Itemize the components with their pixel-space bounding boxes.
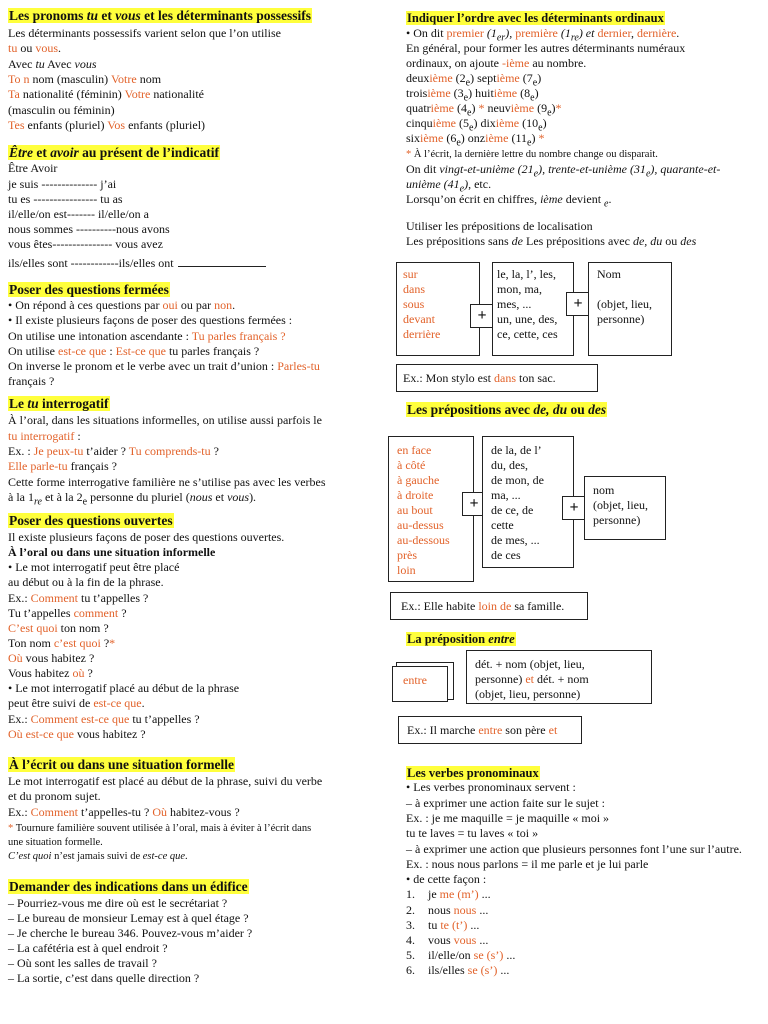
text-line: Avec tu Avec vous <box>8 57 97 71</box>
determinant: de mon, de <box>491 473 544 487</box>
spacer <box>597 282 671 297</box>
text-line: Cette forme interrogative familière ne s’utilise pas avec les verbes <box>8 475 326 489</box>
noun-box <box>588 262 672 356</box>
footnote: C’est quoi n’est jamais suivi de est-ce que. <box>8 851 188 862</box>
preposition: au-dessous <box>397 533 450 547</box>
text-line: – Je cherche le bureau 346. Pouvez-vous m’aider ? <box>8 926 253 940</box>
heading-questions-ouvertes: Poser des questions ouvertes <box>9 513 173 528</box>
text-line: On dit vingt-et-unième $(21_e)$, trente-et-unième $(31_e)$, quarante-et- <box>406 162 721 180</box>
ordinal-line: quatrième $(4_e)$ * neuvième $(9_e)*$ <box>406 101 562 119</box>
heading-entre: La préposition entre <box>407 632 515 646</box>
text-line: C’est quoi ton nom ? <box>8 621 109 635</box>
text-line: – Où sont les salles de travail ? <box>8 956 157 970</box>
ordinal-line: troisième $(3_e)$ huitième $(8_e)$ <box>406 86 539 104</box>
heading-prepositions-de: Les prépositions avec de, du ou des <box>407 402 607 417</box>
text-line: • Le mot interrogatif peut être placé <box>8 560 180 574</box>
preposition: à droite <box>397 488 434 502</box>
preposition: au bout <box>397 503 433 517</box>
heading-indications: Demander des indications dans un édifice <box>9 879 248 894</box>
text-line: ordinaux, on ajoute -ième au nombre. <box>406 56 587 70</box>
text-line: – La cafétéria est à quel endroit ? <box>8 941 168 955</box>
text-line: • On répond à ces questions par oui ou par non. <box>8 298 236 312</box>
text-line: à la $1_{re}$ et à la $2_e$ personne du pluriel (nous et vous). <box>8 490 257 508</box>
conjugation-line: tu es ---------------- tu as <box>8 192 123 206</box>
ordinal-line: sixième $(6_e)$ onzième $(11_e)$ * <box>406 131 545 149</box>
noun-label: personne) <box>593 513 641 527</box>
conjugation-line: je suis -------------- j’ai <box>8 177 117 191</box>
text-line: Ex. : Je peux-tu t’aider ? Tu comprends-tu ? <box>8 444 219 458</box>
heading-questions-fermees: Poser des questions fermées <box>9 282 169 297</box>
plus-sign: + <box>462 492 486 516</box>
text-line: • Les verbes pronominaux servent : <box>406 780 576 794</box>
conjugation-line: ils/elles sont ------------ils/elles ont <box>8 256 266 271</box>
preposition: derrière <box>403 327 441 341</box>
heading-ordinaux: Indiquer l’ordre avec les déterminants ordinaux <box>407 11 664 25</box>
heading-ecrit-formelle: À l’écrit ou dans une situation formelle <box>9 757 234 772</box>
text-line: • Il existe plusieurs façons de poser des questions fermées : <box>8 313 293 327</box>
heading-tu-interrogatif: Le tu interrogatif <box>9 396 109 411</box>
text-line: To n nom (masculin) Votre nom <box>8 72 162 86</box>
determinants-de-box <box>482 436 574 568</box>
entre-usage-box <box>466 650 652 704</box>
footnote: * À l’écrit, la dernière lettre du nombre change ou disparait. <box>406 149 658 160</box>
noun-label: (objet, lieu, <box>597 297 652 311</box>
usage-line: personne) et dét. + nom <box>475 672 589 686</box>
determinant: mon, ma, <box>497 282 542 296</box>
list-item: 3. tu te (t’) ... <box>406 918 480 932</box>
determinant: mes, ... <box>497 297 532 311</box>
determinant: de la, de l’ <box>491 443 542 457</box>
list-item: 6. ils/elles se (s’) ... <box>406 963 510 977</box>
footnote: une situation formelle. <box>8 837 103 848</box>
determinant: ce, cette, ces <box>497 327 558 341</box>
text-line: • On dit premier $(1_{er})$, première $(1_{re})$ et dernier, dernière. <box>406 26 680 44</box>
text-line: Ex. : nous nous parlons = il me parle et je lui parle <box>406 857 649 871</box>
text-line: tu ou vous. <box>8 41 62 55</box>
text-line: – Pourriez-vous me dire où est le secrétariat ? <box>8 896 228 910</box>
preposition: dans <box>403 282 425 296</box>
determinant: cette <box>491 518 514 532</box>
text-line: • de cette façon : <box>406 872 487 886</box>
list-item: 2. nous nous ... <box>406 903 489 917</box>
text-line: au début ou à la fin de la phrase. <box>8 575 164 589</box>
plus-sign: + <box>470 304 494 328</box>
text-line: (masculin ou féminin) <box>8 103 115 117</box>
text-line: Où est-ce que vous habitez ? <box>8 727 146 741</box>
conjugation-line: il/elle/on est------- il/elle/on a <box>8 207 149 221</box>
text-line: Utiliser les prépositions de localisation <box>406 219 593 233</box>
text-line: – Le bureau de monsieur Lemay est à quel étage ? <box>8 911 249 925</box>
heading-etre-avoir: Être et avoir au présent de l’indicatif <box>9 145 220 160</box>
text-line: Ex.: Comment tu t’appelles ? <box>8 591 149 605</box>
determinant: le, la, l’, les, <box>497 267 556 281</box>
example-box: Ex.: Elle habite loin de sa famille. <box>390 592 588 620</box>
ordinal-line: cinquième $(5_e)$ dixième $(10_e)$ <box>406 116 547 134</box>
text-line: Ex.: Comment est-ce que tu t’appelles ? <box>8 712 200 726</box>
noun-label: (objet, lieu, <box>593 498 648 512</box>
text-line: peut être suivi de est-ce que. <box>8 696 145 710</box>
entre-box: entre <box>392 666 448 702</box>
text-line: tu interrogatif : <box>8 429 81 443</box>
preposition: à côté <box>397 458 426 472</box>
determinant: du, des, <box>491 458 528 472</box>
text-line: Tu t’appelles comment ? <box>8 606 127 620</box>
text-line: unième $(41_e)$, etc. <box>406 177 492 195</box>
usage-line: dét. + nom (objet, lieu, <box>475 657 585 671</box>
usage-line: (objet, lieu, personne) <box>475 687 581 701</box>
list-item: 4. vous vous ... <box>406 933 489 947</box>
noun-label: nom <box>593 483 615 497</box>
text-line: Vous habitez où ? <box>8 666 93 680</box>
text-line: Il existe plusieurs façons de poser des questions ouvertes. <box>8 530 285 544</box>
text-line: Les prépositions sans de Les prépositions avec de, du ou des <box>406 234 697 248</box>
subheading: À l’oral ou dans une situation informelle <box>8 545 216 559</box>
text-line: et du pronom sujet. <box>8 789 101 803</box>
text-line: Ex. : je me maquille = je maquille « moi » <box>406 811 610 825</box>
determinant: de mes, ... <box>491 533 540 547</box>
determinant: un, une, des, <box>497 312 558 326</box>
plus-sign: + <box>566 292 590 316</box>
text-line: Tes enfants (pluriel) Vos enfants (pluriel) <box>8 118 206 132</box>
example-box: Ex.: Mon stylo est dans ton sac. <box>396 364 598 392</box>
text-line: tu te laves = tu laves « toi » <box>406 826 539 840</box>
text-line: français ? <box>8 374 55 388</box>
text-line: On utilise une intonation ascendante : Tu parles français ? <box>8 329 286 343</box>
preposition: à gauche <box>397 473 440 487</box>
preposition: devant <box>403 312 435 326</box>
list-item: 1. je me (m’) ... <box>406 887 491 901</box>
preposition: loin <box>397 563 416 577</box>
text-line: Être Avoir <box>8 161 58 175</box>
heading-pronoms: Les pronoms tu et vous et les déterminants possessifs <box>9 8 312 23</box>
preposition: en face <box>397 443 432 457</box>
conjugation-line: nous sommes ----------nous avons <box>8 222 170 236</box>
text-line: Ta nationalité (féminin) Votre nationalité <box>8 87 205 101</box>
example-box: Ex.: Il marche entre son père et <box>398 716 582 744</box>
text-line: Les déterminants possessifs varient selon que l’on utilise <box>8 26 281 40</box>
text-line: – à exprimer une action faite sur le sujet : <box>406 796 605 810</box>
text-line: En général, pour former les autres déterminants numéraux <box>406 41 686 55</box>
noun-label: Nom <box>597 267 621 281</box>
text-line: Où vous habitez ? <box>8 651 95 665</box>
determinants-box <box>492 262 574 356</box>
plus-sign: + <box>562 496 586 520</box>
footnote: * Tournure familière souvent utilisée à l’oral, mais à éviter à l’écrit dans <box>8 823 312 834</box>
preposition: sous <box>403 297 425 311</box>
text-line: Ton nom c’est quoi ?* <box>8 636 116 650</box>
preposition: sur <box>403 267 418 281</box>
conjugation-line: vous êtes--------------- vous avez <box>8 237 163 251</box>
text-line: • Le mot interrogatif placé au début de la phrase <box>8 681 240 695</box>
determinant: de ces <box>491 548 521 562</box>
text-line: – La sortie, c’est dans quelle direction ? <box>8 971 200 985</box>
heading-pronominaux: Les verbes pronominaux <box>407 766 539 780</box>
noun-box <box>584 476 666 540</box>
text-line: Lorsqu’on écrit en chiffres, ième devient $_e$. <box>406 192 612 210</box>
noun-label: personne) <box>597 312 645 326</box>
ordinal-line: deuxième $(2_e)$ septième $(7_e)$ <box>406 71 542 89</box>
preposition: au-dessus <box>397 518 444 532</box>
determinant: ma, ... <box>491 488 521 502</box>
text-line: – à exprimer une action que plusieurs personnes font l’une sur l’autre. <box>406 842 742 856</box>
prepositions-box <box>396 262 480 356</box>
text-line: À l’oral, dans les situations informelles, on utilise aussi parfois le <box>8 413 322 427</box>
list-item: 5. il/elle/on se (s’) ... <box>406 948 516 962</box>
text-line: On utilise est-ce que : Est-ce que tu parles français ? <box>8 344 260 358</box>
preposition: près <box>397 548 417 562</box>
text-line: Elle parle-tu français ? <box>8 459 117 473</box>
determinant: de ce, de <box>491 503 534 517</box>
text-line: Ex.: Comment t’appelles-tu ? Où habitez-vous ? <box>8 805 240 819</box>
text-line: Le mot interrogatif est placé au début de la phrase, suivi du verbe <box>8 774 323 788</box>
text-line: On inverse le pronom et le verbe avec un trait d’union : Parles-tu <box>8 359 320 373</box>
blank-underline <box>178 266 266 267</box>
